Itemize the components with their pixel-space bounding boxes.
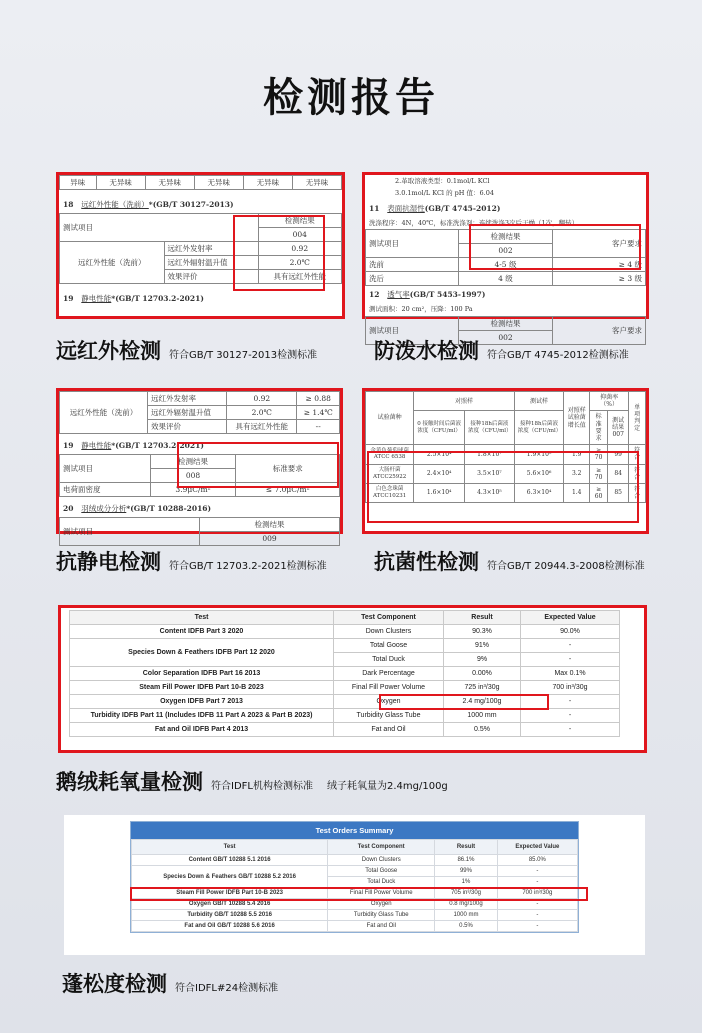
- oxygen-report-card: [58, 605, 647, 753]
- test-orders-summary: Test Orders Summary Test Test Component Result Expected Value Content GB/T 10288 5.1 2016 Down Clusters 86.1% 85.0% Species Down & Feathers GB/T 10288 5.2 2016 Total Goose 99% - Total Duck 1% - Steam Fill Power IDFB Part 10-B 2023 Final Fill Power Volume 705 in³/30g 700 in³/30g Oxygen GB/T 10288 5.4 2016 Oxygen 0.8 mg/100g - Turbidity GB/T 10288 5.5 2016 Turbidity Glass Tube 1000 mm - Fat and Oil GB/T 10288 5.6 2016 Fat and Oil 0.5% -: [130, 821, 579, 933]
- odor-row: 异味 无异味 无异味 无异味 无异味 无异味: [59, 175, 342, 190]
- result-highlight-box: [177, 442, 339, 488]
- table-row: Fat and Oil GB/T 10288 5.6 2016 Fat and Oil 0.5% -: [132, 921, 578, 932]
- result-highlight-box: [233, 215, 325, 291]
- loft-report-card: [64, 815, 645, 955]
- fill-power-highlight-box: [130, 887, 588, 901]
- table-row: Total Duck 1% -: [132, 877, 578, 888]
- air-permeability-table: 测试项目 检测结果 客户要求 002: [365, 316, 646, 345]
- table-row: Turbidity GB/T 10288 5.5 2016 Turbidity Glass Tube 1000 mm -: [132, 910, 578, 921]
- water-repellent-report-card: 2.革取溶液类型：0.1mol/L KCl 3.0.1mol/L KCl 的 pH 值：6.04 11 表面抗湿性(GB/T 4745-2012) 洗涤程序：4N，40℃，标准洗涤剂；连续洗涤3次后干燥（1次，翻转） 测试项目 检测结果 客户要求 002 洗前 4-5 级 ≥ 4 级 洗后 4 级 ≥ 3 级 12 透气率(GB/T 5453-1997) 测试面积：20 cm²，压降：100 Pa 测试项目 检测结果 客户要求 002: [362, 172, 649, 319]
- page-title: 检测报告: [263, 75, 439, 121]
- loft-caption: 蓬松度检测 符合IDFL#24检测标准: [62, 972, 279, 996]
- far-ir-report-card: [56, 172, 345, 319]
- table-row: Color Separation IDFB Part 16 2013 Dark Percentage 0.00% Max 0.1%: [70, 667, 620, 681]
- far-ir-summary-table: 远红外性能（洗前） 远红外发射率 0.92 ≥ 0.88 远红外辐射温升值 2.0℃ ≥ 1.4℃ 效果评价 具有远红外性能 --: [59, 391, 340, 434]
- antibacterial-table: 试验菌种 对照样 测试样 对照样试验菌增长值 抑菌率（%） 单项判定 0 接触时间后菌液浓度（CFU/ml） 接种18h后菌液浓度（CFU/ml） 接种18h后菌液浓度（CFU/ml） 标准要求 测试结果 007 金黄色葡萄球菌 ATCC 6538 2.5×10⁴ 1.8×10⁷ 1.9×10⁵ 1.9 ≥ 70 99 符合 大肠杆菌 ATCC25922 2.4×10⁴ 3.5×10⁷ 5.6×10⁶ 3.2 ≥ 70 84 符合 白色念珠菌 ATCC10231 1.6×10⁴ 4.3×10⁵ 6.3×10⁴ 1.4 ≥ 60 85 符合: [365, 391, 646, 503]
- summary-table: Test Test Component Result Expected Value Content GB/T 10288 5.1 2016 Down Clusters 86.1% 85.0% Species Down & Feathers GB/T 10288 5.2 2016 Total Goose 99% - Total Duck 1% - Steam Fill Power IDFB Part 10-B 2023 Final Fill Power Volume 705 in³/30g 700 in³/30g Oxygen GB/T 10288 5.4 2016 Oxygen 0.8 mg/100g - Turbidity GB/T 10288 5.5 2016 Turbidity Glass Tube 1000 mm - Fat and Oil GB/T 10288 5.6 2016 Fat and Oil 0.5% -: [131, 839, 578, 932]
- far-ir-table: 测试项目 检测结果 004 远红外性能（洗前） 远红外发射率 0.92 远红外辐射温升值 2.0℃ 效果评价 具有远红外性能: [59, 213, 342, 284]
- oxygen-highlight-box: [379, 694, 549, 710]
- antibac-caption: 抗菌性检测 符合GB/T 20944.3-2008检测标准: [374, 550, 645, 574]
- table-row: Content GB/T 10288 5.1 2016 Down Clusters 86.1% 85.0%: [132, 855, 578, 866]
- table-row: Species Down & Feathers GB/T 10288 5.2 2016 Total Goose 99% -: [132, 866, 578, 877]
- idfl-results-table: Test Test Component Result Expected Value Content IDFB Part 3 2020 Down Clusters 90.3% 90.0% Species Down & Feathers IDFB Part 12 2020 Total Goose 91% - Total Duck 9% - Color Separation IDFB Part 16 2013 Dark Percentage 0.00% Max 0.1% Steam Fill Power IDFB Part 10-B 2023 Final Fill Power Volume 725 in³/30g 700 in³/30g Oxygen IDFB Part 7 2013 Oxygen 2.4 mg/100g - Turbidity IDFB Part 11 (Includes IDFB 11 Part A 2023 & Part B 2023) Turbidity Glass Tube 1000 mm - Fat and Oil IDFB Part 4 2013 Fat and Oil 0.5% -: [69, 610, 620, 737]
- table-row: Content IDFB Part 3 2020 Down Clusters 90.3% 90.0%: [70, 625, 620, 639]
- down-composition-table: 测试项目 检测结果 009: [59, 517, 340, 546]
- result-highlight-box: [469, 224, 641, 270]
- static-table: 测试项目 检测结果 标准要求 008 电荷面密度 3.9μC/m² ≤ 7.0μC/m²: [59, 454, 340, 497]
- oxygen-caption: 鹅绒耗氧量检测 符合IDFL机构检测标准 绒子耗氧量为2.4mg/100g: [56, 770, 448, 794]
- section-12-heading: 12 透气率(GB/T 5453-1997): [369, 290, 486, 300]
- section-18-heading: 18 远红外性能（洗前）*(GB/T 30127-2013): [63, 200, 234, 209]
- static-caption: 抗静电检测 符合GB/T 12703.2-2021检测标准: [56, 550, 327, 574]
- table-row: Steam Fill Power IDFB Part 10-B 2023 Final Fill Power Volume 705 in³/30g 700 in³/30g: [132, 888, 578, 899]
- section-19-heading: 19 静电性能*(GB/T 12703.2-2021): [63, 294, 204, 303]
- table-row: 白色念珠菌 ATCC10231 1.6×10⁴ 4.3×10⁵ 6.3×10⁴ 1.4 ≥ 60 85 符合: [366, 483, 646, 502]
- table-row: Steam Fill Power IDFB Part 10-B 2023 Final Fill Power Volume 725 in³/30g 700 in³/30g: [70, 681, 620, 695]
- table-row: Fat and Oil IDFB Part 4 2013 Fat and Oil 0.5% -: [70, 723, 620, 737]
- result-highlight-box: [367, 451, 639, 523]
- table-row: Total Duck 9% -: [70, 653, 620, 667]
- water-caption: 防泼水检测 符合GB/T 4745-2012检测标准: [374, 339, 629, 363]
- table-row: Species Down & Feathers IDFB Part 12 2020 Total Goose 91% -: [70, 639, 620, 653]
- table-row: Turbidity IDFB Part 11 (Includes IDFB 11 Part A 2023 & Part B 2023) Turbidity Glass Tube 1000 mm -: [70, 709, 620, 723]
- table-row: 大肠杆菌 ATCC25922 2.4×10⁴ 3.5×10⁷ 5.6×10⁶ 3.2 ≥ 70 84 符合: [366, 464, 646, 483]
- table-row: 金黄色葡萄球菌 ATCC 6538 2.5×10⁴ 1.8×10⁷ 1.9×10⁵ 1.9 ≥ 70 99 符合: [366, 445, 646, 464]
- table-row: Oxygen GB/T 10288 5.4 2016 Oxygen 0.8 mg/100g -: [132, 899, 578, 910]
- section-19-heading: 19 静电性能*(GB/T 12703.2-2021): [63, 441, 204, 450]
- section-11-heading: 11 表面抗湿性(GB/T 4745-2012): [369, 203, 501, 213]
- section-20-heading: 20 羽绒成分分析*(GB/T 10288-2016): [63, 504, 212, 513]
- table-row: Oxygen IDFB Part 7 2013 Oxygen 2.4 mg/100g -: [70, 695, 620, 709]
- antibacterial-report-card: [362, 388, 649, 534]
- far-ir-caption: 远红外检测 符合GB/T 30127-2013检测标准: [56, 339, 318, 363]
- water-table: 测试项目 检测结果 客户要求 002 洗前 4-5 级 ≥ 4 级 洗后 4 级 ≥ 3 级: [365, 229, 646, 286]
- antistatic-report-card: [56, 388, 343, 543]
